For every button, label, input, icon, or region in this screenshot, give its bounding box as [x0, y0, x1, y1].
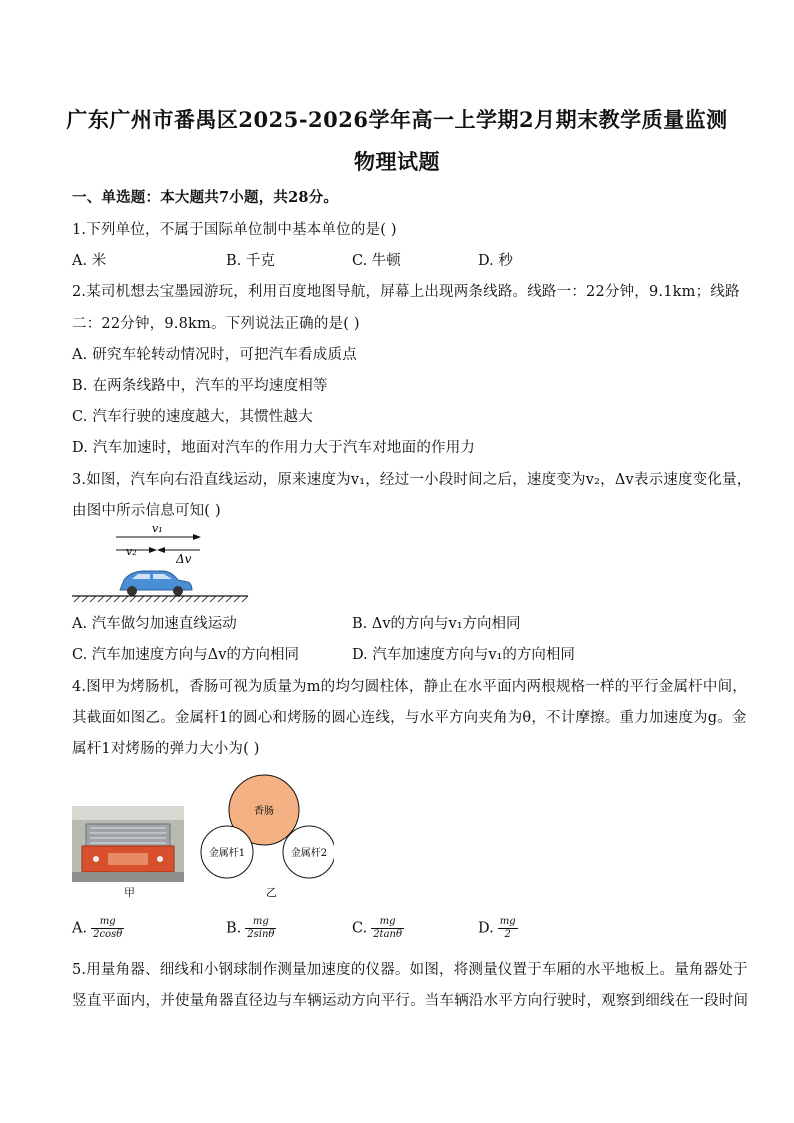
photo-caption-jia: 甲 — [124, 886, 135, 899]
q1-option-a: A. 米 — [72, 253, 107, 269]
q1-option-c: C. 牛顿 — [352, 253, 401, 269]
page-title: 广东广州市番禺区2025-2026学年高一上学期2月期末教学质量监测 — [66, 107, 728, 132]
page-subtitle: 物理试题 — [354, 149, 440, 174]
question-1-stem: 1.下列单位，不属于国际单位制中基本单位的是( ) — [72, 222, 397, 238]
v1-label: v₁ — [152, 522, 163, 535]
v2-label: v₂ — [126, 545, 137, 558]
q3-option-b: B. Δv的方向与v₁方向相同 — [352, 616, 521, 632]
q4-option-b: B. $\frac{mg}{2\sin\theta}$ — [226, 916, 275, 940]
ground-hatch — [74, 596, 248, 602]
rod-1-label: 金属杆1 — [208, 848, 246, 859]
q4-option-d: D. $\frac{mg}{2}$ — [478, 916, 516, 940]
question-4-stem-line2: 其截面如图乙。金属杆1的圆心和烤肠的圆心连线，与水平方向夹角为θ，不计摩擦。重力加速度为g。金 — [72, 710, 747, 726]
q3-option-d: D. 汽车加速度方向与v₁的方向相同 — [352, 647, 575, 663]
question-5-stem-line1: 5.用量角器、细线和小钢球制作测量加速度的仪器。如图，将测量仪置于车厢的水平地板上。量角器处于 — [72, 962, 748, 978]
sausage-cross-section-diagram — [194, 774, 334, 880]
q4-option-a: A. $\frac{mg}{2\cos\theta}$ — [72, 916, 123, 940]
question-4-stem-line3: 属杆1对烤肠的弹力大小为( ) — [72, 741, 260, 757]
question-3-stem-line2: 由图中所示信息可知( ) — [72, 503, 221, 519]
q3-option-c: C. 汽车加速度方向与Δv的方向相同 — [72, 647, 299, 663]
q2-option-a: A. 研究车轮转动情况时，可把汽车看成质点 — [72, 347, 357, 363]
question-3-stem-line1: 3.如图，汽车向右沿直线运动，原来速度为v₁，经过一小段时间之后，速度变为v₂，Δv表示速度变化量， — [72, 472, 752, 488]
car-icon — [120, 571, 192, 596]
q2-option-c: C. 汽车行驶的速度越大，其惯性越大 — [72, 409, 313, 425]
question-2-stem-line1: 2.某司机想去宝墨园游玩，利用百度地图导航，屏幕上出现两条线路。线路一：22分钟，9.1km；线路 — [72, 284, 740, 300]
q3-option-a: A. 汽车做匀加速直线运动 — [72, 616, 237, 632]
q4-option-c: C. $\frac{mg}{2\tan\theta}$ — [352, 916, 402, 940]
question-2-stem-line2: 二：22分钟，9.8km。下列说法正确的是( ) — [72, 316, 360, 332]
sausage-label: 香肠 — [254, 806, 274, 817]
question-5-stem-line2: 竖直平面内，并使量角器直径边与车辆运动方向平行。当车辆沿水平方向行驶时，观察到细线在一段时间 — [72, 993, 749, 1009]
section-heading: 一、单选题：本大题共7小题，共28分。 — [72, 189, 339, 206]
q3-car-figure — [72, 520, 252, 604]
diagram-caption-yi: 乙 — [266, 886, 277, 899]
q2-option-b: B. 在两条线路中，汽车的平均速度相等 — [72, 378, 328, 394]
rod-2-label: 金属杆2 — [290, 848, 328, 859]
question-4-stem-line1: 4.图甲为烤肠机，香肠可视为质量为m的均匀圆柱体，静止在水平面内两根规格一样的平行金属杆中间， — [72, 679, 747, 695]
q1-option-d: D. 秒 — [478, 253, 513, 269]
q1-option-b: B. 千克 — [226, 253, 275, 269]
q2-option-d: D. 汽车加速时，地面对汽车的作用力大于汽车对地面的作用力 — [72, 440, 476, 456]
grill-machine-photo — [72, 806, 184, 882]
dv-label: Δv — [176, 552, 192, 566]
